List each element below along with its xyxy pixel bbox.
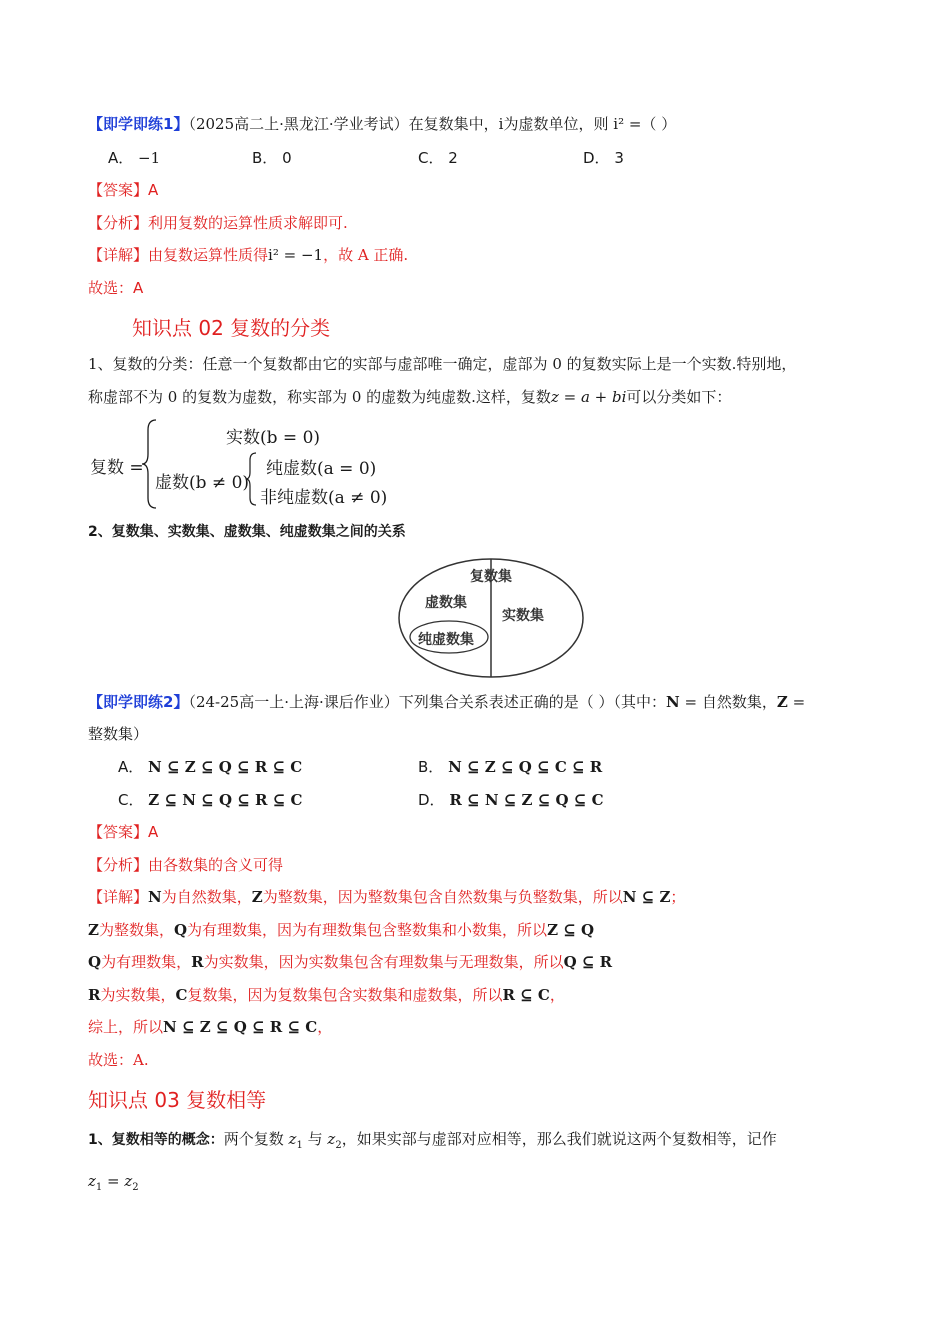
relation-heading: 2、复数集、实数集、虚数集、纯虚数集之间的关系 (88, 524, 406, 540)
equality-text: 1、复数相等的概念：两个复数 $z_1$ 与 $z_2$，如果实部与虚部对应相等，那么我们就说这两个复数相等，记作 (88, 1130, 777, 1151)
venn-complex-label: 复数集 (470, 569, 512, 585)
option-b[interactable]: B． N ⊆ Z ⊆ Q ⊆ C ⊆ R (418, 758, 603, 776)
option-d[interactable]: D． R ⊆ N ⊆ Z ⊆ Q ⊆ C (418, 791, 604, 809)
final-line: 故选：A (88, 279, 144, 297)
answer-blank: （ ） (641, 115, 677, 133)
math-expr: z = a + bi (550, 388, 627, 406)
tree-real: 实数(b = 0) (226, 428, 321, 448)
question-text: 在复数集中，i为虚数单位，则 (408, 115, 609, 133)
tree-root: 复数 = (90, 458, 144, 478)
source: （2025高二上·黑龙江·学业考试） (188, 115, 409, 133)
detail-line-2: Z为整数集，Q为有理数集，因为有理数集包含整数集和小数集，所以Z ⊆ Q (88, 921, 595, 939)
practice-tag: 【即学即练2】 (88, 693, 189, 711)
math-expr: i² = (613, 115, 642, 133)
answer-line: 【答案】A (88, 181, 159, 199)
practice-tag: 【即学即练1】 (88, 115, 189, 133)
equality-formula: $z_1 = z_2$ (88, 1172, 139, 1193)
option-b[interactable]: B． 0 (252, 149, 292, 167)
analysis-line: 【分析】利用复数的运算性质求解即可. (88, 214, 348, 232)
brace-inner (244, 451, 260, 507)
option-c[interactable]: C． Z ⊆ N ⊆ Q ⊆ R ⊆ C (118, 791, 303, 809)
tree-imag: 虚数(b ≠ 0) (155, 473, 250, 493)
classification-text-2: 称虚部不为 0 的复数为虚数，称实部为 0 的虚数为纯虚数.这样，复数z = a + bi可以分类如下： (88, 388, 732, 406)
venn-pure-label: 纯虚数集 (418, 632, 474, 648)
option-a[interactable]: A． N ⊆ Z ⊆ Q ⊆ R ⊆ C (118, 758, 303, 776)
venn-imag-label: 虚数集 (425, 595, 467, 611)
final-line: 故选：A. (88, 1051, 149, 1069)
analysis-line: 【分析】由各数集的含义可得 (88, 856, 284, 874)
practice2-question-cont: 整数集） (88, 725, 149, 743)
tree-nonpure: 非纯虚数(a ≠ 0) (260, 488, 388, 508)
brace-left (140, 418, 160, 510)
answer-line: 【答案】A (88, 823, 159, 841)
tree-pure: 纯虚数(a = 0) (266, 459, 377, 479)
practice2-question: 【即学即练2】（24-25高一上·上海·课后作业）下列集合关系表述正确的是（ ）（其中：N = 自然数集，Z = (88, 693, 806, 711)
venn-real-label: 实数集 (502, 608, 544, 624)
classification-text-1: 1、复数的分类：任意一个复数都由它的实部与虚部唯一确定，虚部为 0 的复数实际上是一个实数.特别地， (88, 355, 797, 373)
detail-line-4: R为实数集，C复数集，因为复数集包含实数集和虚数集，所以R ⊆ C， (88, 986, 565, 1004)
section-title: 知识点 03 复数相等 (88, 1088, 267, 1112)
option-d[interactable]: D． 3 (583, 149, 624, 167)
detail-line: 【详解】由复数运算性质得i² = −1，故 A 正确. (88, 246, 409, 264)
detail-line-3: Q为有理数集，R为实数集，因为实数集包含有理数集与无理数集，所以Q ⊆ R (88, 953, 613, 971)
detail-line-5: 综上，所以N ⊆ Z ⊆ Q ⊆ R ⊆ C， (88, 1018, 333, 1036)
detail-line-1: 【详解】N为自然数集，Z为整数集，因为整数集包含自然数集与负整数集，所以N ⊆ Z； (88, 888, 686, 906)
practice1-question (88, 113, 890, 135)
section-title: 知识点 02 复数的分类 (132, 316, 331, 340)
option-a[interactable]: A． −1 (108, 149, 161, 167)
option-c[interactable]: C． 2 (418, 149, 458, 167)
